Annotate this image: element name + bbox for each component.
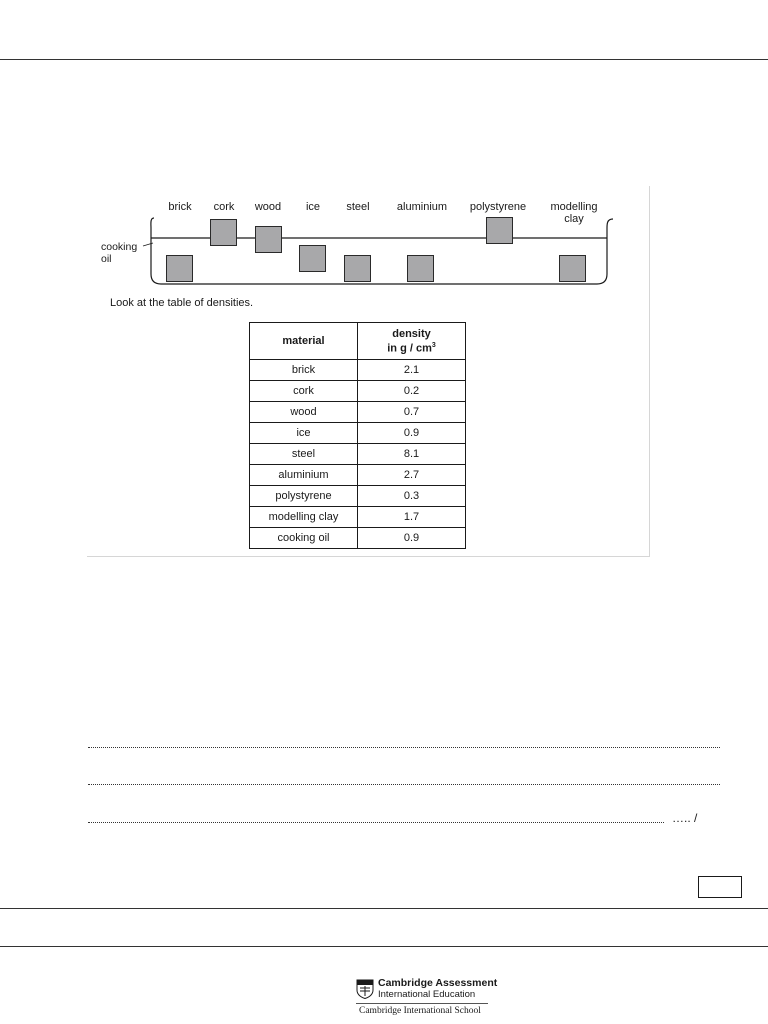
footer-rule-bottom [0, 946, 768, 947]
block-polystyrene [486, 217, 513, 244]
label-brick: brick [168, 201, 192, 213]
block-modelling-clay [559, 255, 586, 282]
table-row: brick 2.1 [250, 360, 466, 381]
header-material: material [250, 323, 358, 360]
cambridge-shield-icon [356, 979, 374, 999]
table-row: ice 0.9 [250, 423, 466, 444]
header-density: density in g / $cm^3$ [358, 323, 466, 360]
logo-line-3: Cambridge International School [359, 1006, 481, 1016]
block-wood [255, 226, 282, 253]
label-aluminium: aluminium [396, 201, 448, 213]
table-row: cork 0.2 [250, 381, 466, 402]
table-row: wood 0.7 [250, 402, 466, 423]
label-steel: steel [346, 201, 370, 213]
table-header-row [250, 323, 466, 360]
label-cooking-oil: cooking oil [101, 241, 138, 265]
marks-indicator: ….. / [672, 811, 698, 825]
footer-rule-top [0, 908, 768, 909]
mark-box[interactable] [698, 876, 742, 898]
block-cork [210, 219, 237, 246]
table-row: steel 8.1 [250, 444, 466, 465]
density-table [249, 322, 466, 549]
logo-line-2: International Education [378, 989, 476, 1000]
cambridge-logo [356, 976, 498, 1018]
label-ice: ice [305, 201, 321, 213]
block-steel [344, 255, 371, 282]
answer-line-2[interactable] [88, 782, 720, 785]
block-brick [166, 255, 193, 282]
label-wood: wood [254, 201, 282, 213]
logo-divider [356, 1003, 488, 1004]
answer-line-3[interactable] [88, 820, 664, 823]
logo-line-1: Cambridge Assessment [378, 977, 498, 989]
block-aluminium [407, 255, 434, 282]
answer-line-1[interactable] [88, 745, 720, 748]
table-row: polystyrene 0.3 [250, 486, 466, 507]
header-rule [0, 59, 768, 60]
instruction-text: Look at the table of densities. [110, 297, 254, 309]
table-row: modelling clay 1.7 [250, 507, 466, 528]
label-cork: cork [213, 201, 235, 213]
block-ice [299, 245, 326, 272]
table-row: cooking oil 0.9 [250, 528, 466, 549]
label-polystyrene: polystyrene [469, 201, 527, 213]
table-row: aluminium 2.7 [250, 465, 466, 486]
label-modelling-clay: modelling clay [550, 201, 598, 225]
